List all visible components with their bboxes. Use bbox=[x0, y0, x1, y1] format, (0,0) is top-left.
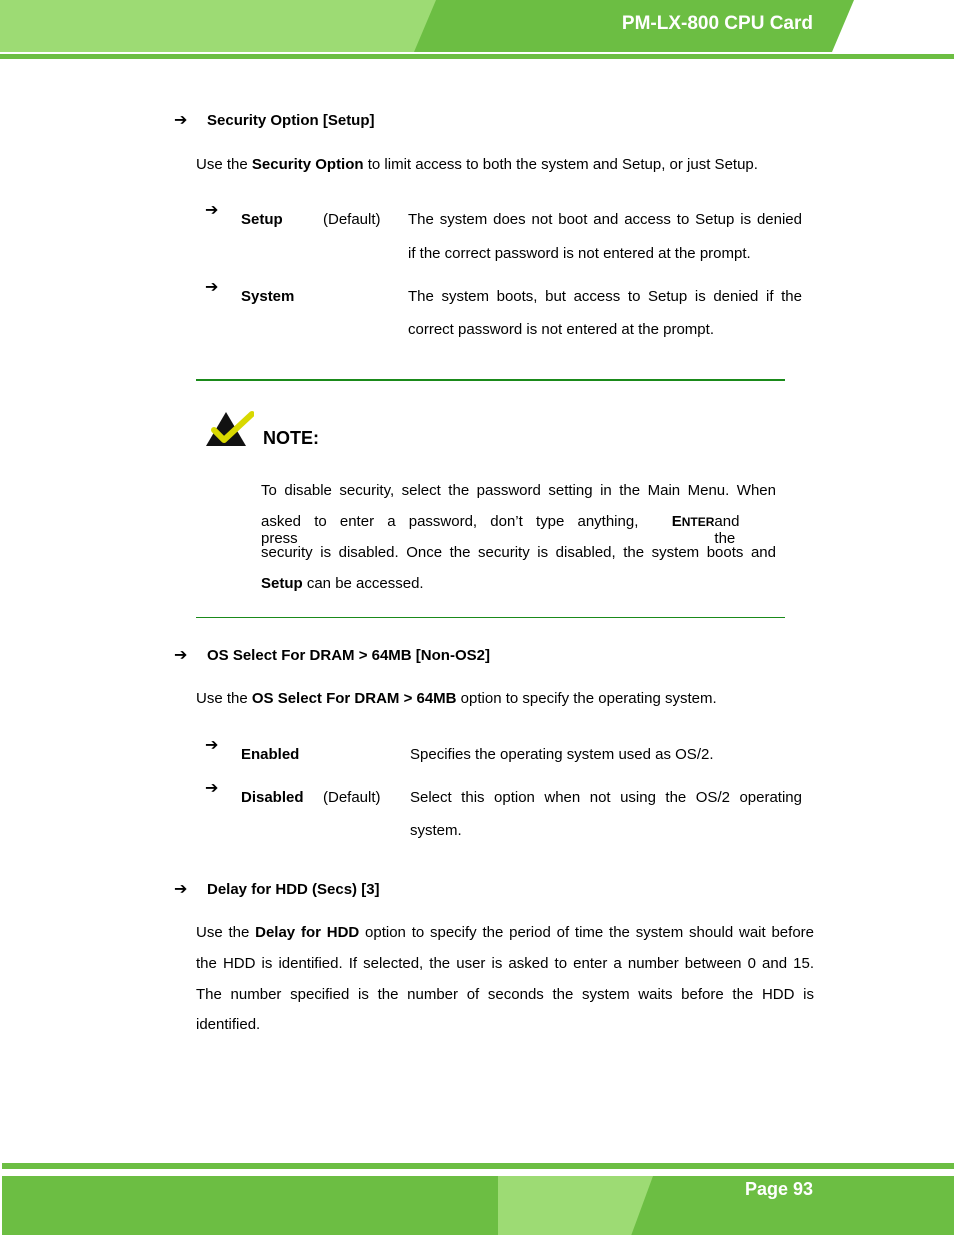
footer-rule bbox=[2, 1163, 954, 1169]
intro-text: option to specify the period of time the system should wait before bbox=[359, 924, 814, 941]
section-intro bbox=[196, 155, 758, 175]
arrow-icon: ➔ bbox=[205, 780, 219, 797]
arrow-icon: ➔ bbox=[205, 202, 219, 219]
arrow-icon: ➔ bbox=[174, 647, 188, 664]
option-desc: correct password is not entered at the prompt. bbox=[408, 321, 714, 338]
note-bottom-rule bbox=[196, 617, 785, 618]
page-number: Page 93 bbox=[744, 1179, 813, 1199]
option-default-tag: (Default) bbox=[323, 211, 381, 228]
note-bold: Setup bbox=[261, 575, 303, 592]
option-desc: Specifies the operating system used as OS/2. bbox=[410, 746, 714, 763]
note-text: security is disabled. Once the security is disabled, the system boots and bbox=[261, 544, 776, 561]
section-heading: OS Select For DRAM > 64MB [Non-OS2] bbox=[207, 647, 490, 664]
section-heading: Security Option [Setup] bbox=[207, 112, 375, 129]
intro-bold: Delay for HDD bbox=[255, 924, 360, 941]
note-text: To disable security, select the password setting in the Main Menu. When bbox=[261, 482, 776, 499]
intro-text: Use the bbox=[196, 690, 252, 707]
section-heading: Delay for HDD (Secs) [3] bbox=[207, 881, 380, 898]
option-name: Disabled bbox=[241, 789, 304, 806]
body-text: The number specified is the number of seconds the system waits before the HDD is bbox=[196, 986, 814, 1003]
body-text: the HDD is identified. If selected, the user is asked to enter a number between 0 and 15. bbox=[196, 955, 814, 972]
note-label: NOTE: bbox=[263, 428, 319, 448]
arrow-icon: ➔ bbox=[205, 737, 219, 754]
intro-text: Use the bbox=[196, 156, 252, 173]
note-check-icon bbox=[204, 408, 254, 448]
intro-bold: OS Select For DRAM > 64MB bbox=[251, 690, 457, 707]
intro-text: to limit access to both the system and Setup, or just Setup. bbox=[363, 156, 758, 173]
option-name: Setup bbox=[241, 211, 283, 228]
intro-text: Use the bbox=[196, 924, 256, 941]
header-rule bbox=[0, 54, 954, 59]
enter-key-first: E bbox=[671, 513, 682, 530]
header-title: PM-LX-800 CPU Card bbox=[621, 13, 813, 34]
note-top-rule bbox=[196, 379, 785, 381]
option-desc: if the correct password is not entered at the prompt. bbox=[408, 245, 751, 262]
footer-band-light bbox=[498, 1176, 653, 1235]
enter-key-rest: NTER bbox=[681, 515, 715, 529]
arrow-icon: ➔ bbox=[205, 279, 219, 296]
note-text-part: and the bbox=[714, 513, 740, 547]
intro-text: option to specify the operating system. bbox=[456, 690, 717, 707]
note-text bbox=[261, 575, 424, 592]
section-intro bbox=[196, 924, 814, 941]
intro-bold: Security Option bbox=[251, 156, 364, 173]
note-text-part: asked to enter a password, don’t type anything, press bbox=[261, 513, 639, 547]
note-text bbox=[261, 513, 776, 547]
option-desc: Select this option when not using the OS/2 operating bbox=[410, 789, 802, 806]
option-desc: The system boots, but access to Setup is denied if the bbox=[408, 288, 802, 305]
option-desc: system. bbox=[410, 822, 462, 839]
body-text: identified. bbox=[196, 1016, 261, 1033]
header-band-light bbox=[0, 0, 470, 52]
option-name: System bbox=[241, 288, 295, 305]
section-intro bbox=[196, 689, 717, 709]
option-default-tag: (Default) bbox=[323, 789, 381, 806]
arrow-icon: ➔ bbox=[174, 112, 188, 129]
option-name: Enabled bbox=[241, 746, 300, 763]
enter-key bbox=[672, 513, 715, 547]
arrow-icon: ➔ bbox=[174, 881, 188, 898]
option-desc: The system does not boot and access to Setup is denied bbox=[408, 211, 802, 228]
note-text-part: can be accessed. bbox=[302, 575, 424, 592]
